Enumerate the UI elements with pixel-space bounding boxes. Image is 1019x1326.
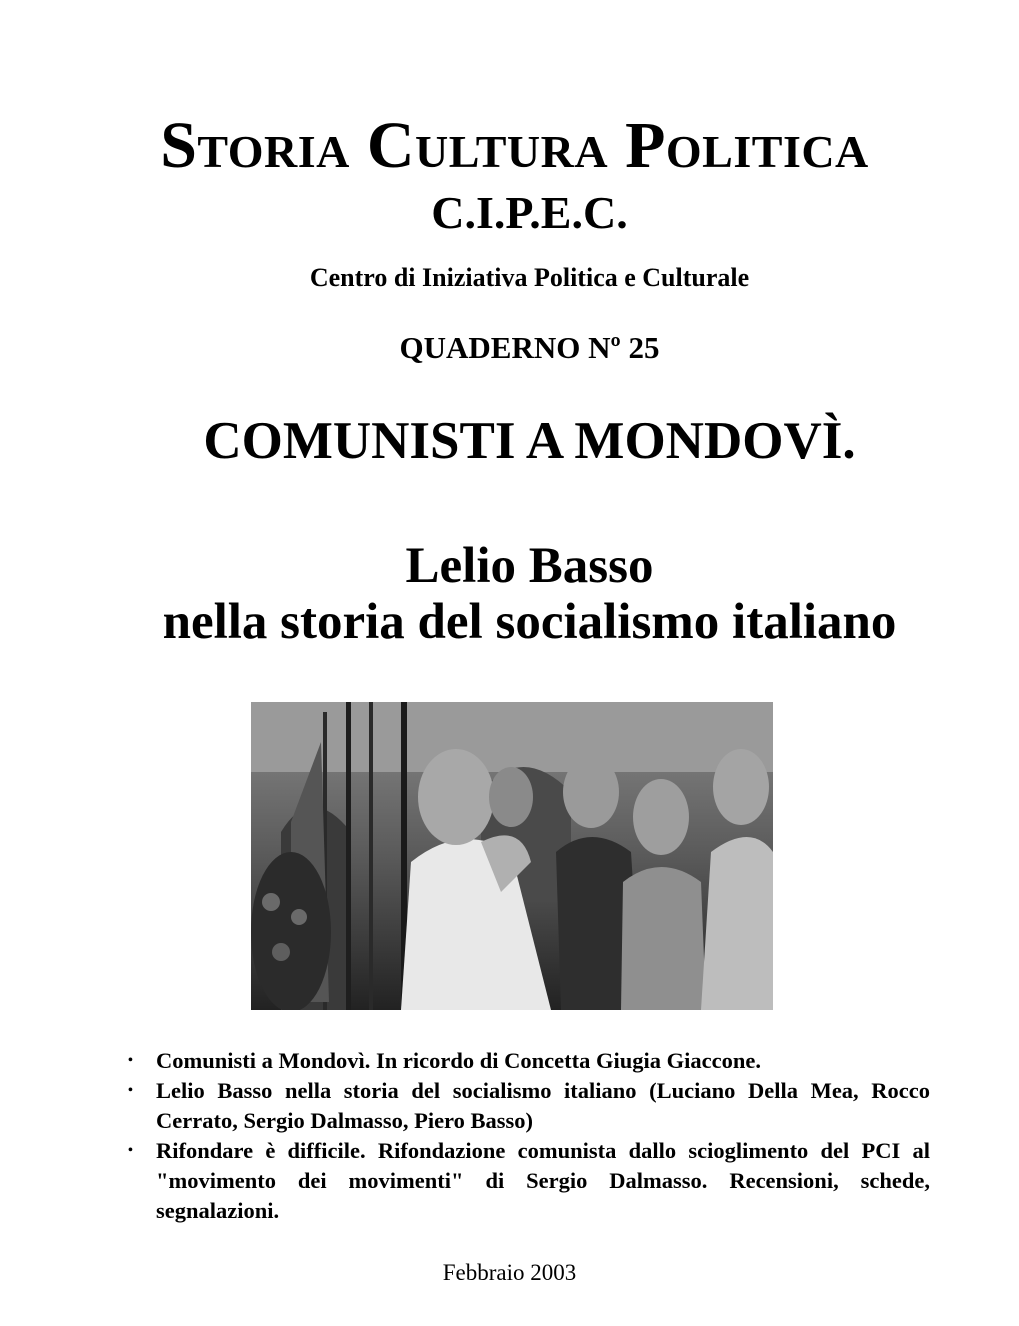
- title-line-2: nella storia del socialismo italiano: [162, 594, 897, 650]
- contents-item: [128, 1136, 930, 1226]
- masthead: Storia Cultura Politica: [160, 109, 869, 182]
- contents-item-text: Lelio Basso nella storia del socialismo italiano (Luciano Della Mea, Rocco Cerrato, Sergio Dalmasso, Piero Basso): [156, 1078, 930, 1133]
- publication-date: Febbraio 2003: [442, 1260, 577, 1285]
- issue-number: QUADERNO Nº 25: [399, 330, 660, 365]
- contents-item-text: Comunisti a Mondovì. In ricordo di Concetta Giugia Giaccone.: [156, 1048, 762, 1073]
- subtitle: Centro di Iniziativa Politica e Culturale: [309, 263, 750, 292]
- bullet-icon: •: [128, 1053, 133, 1068]
- acronym: C.I.P.E.C.: [431, 187, 628, 238]
- contents-item: [128, 1076, 930, 1136]
- contents-item: [128, 1046, 930, 1076]
- photo-of-speaker-at-rally-icon: [251, 702, 773, 1010]
- title: [0, 538, 1019, 650]
- bullet-icon: •: [128, 1143, 133, 1158]
- contents-list: [128, 1046, 930, 1226]
- bullet-icon: •: [128, 1083, 133, 1098]
- headline: COMUNISTI A MONDOVÌ.: [203, 412, 856, 470]
- contents-item-text: Rifondare è difficile. Rifondazione comunista dallo scioglimento del PCI al "movimento dei movimenti" di Sergio Dalmasso. Recensioni, schede, segnalazioni.: [156, 1138, 930, 1223]
- title-line-1: Lelio Basso: [405, 538, 654, 594]
- cover-photo: [251, 702, 773, 1010]
